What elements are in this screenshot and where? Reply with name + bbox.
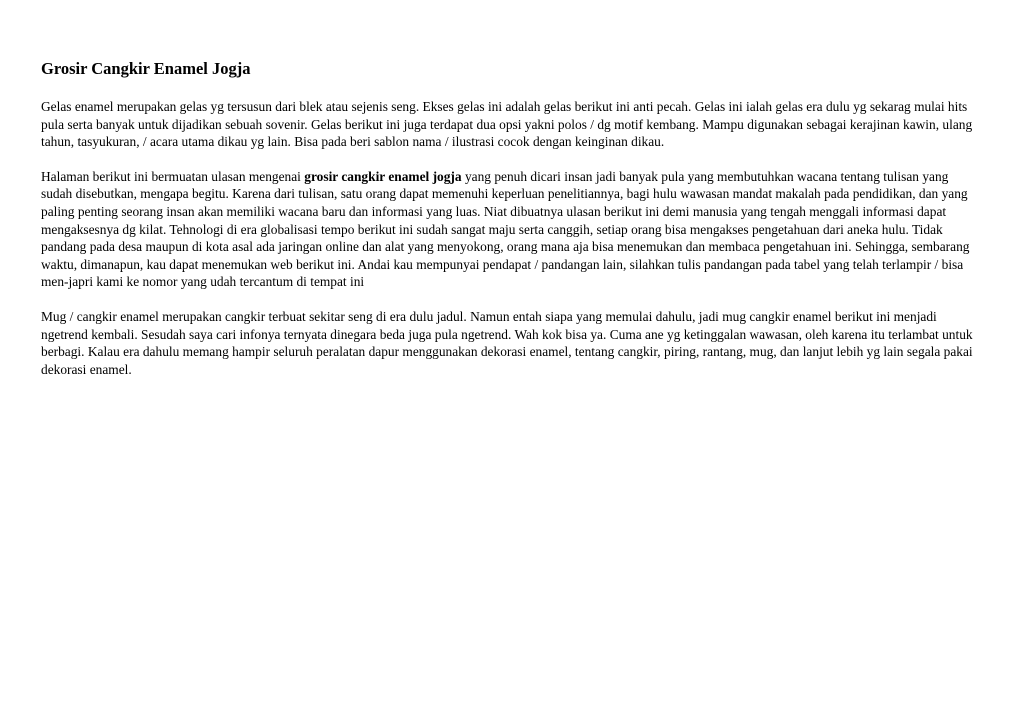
document-title: Grosir Cangkir Enamel Jogja	[41, 59, 251, 78]
paragraph-topic	[41, 168, 981, 291]
paragraph-topic-rest: yang penuh dicari insan jadi banyak pula yang membutuhkan wacana tentang tulisan yang sudah disebutkan, mengapa begitu. Karena dari tulisan, satu orang dapat memenuhi keperluan penelitiannya, bagi hulu wawasan mandat makalah pada pendidikan, dan yang paling penting seorang insan akan memiliki wacana baru dan informasi yang luas. Niat dibuatnya ulasan berikut ini demi manusia yang tengah menggali informasi dapat mengaksesnya dg kilat. Tehnologi di era globalisasi tempo berikut ini sudah sangat maju serta canggih, setiap orang bisa mengakses pengetahuan dari aneka hulu. Tidak pandang pada desa maupun di kota asal ada jaringan online dan alat yang menyokong, orang mana aja bisa menemukan dan membaca pengetahuan ini. Sehingga, sembarang waktu, dimanapun, kau dapat menemukan web berikut ini. Andai kau mempunyai pendapat / pandangan lain, silahkan tulis pandangan pada tabel yang telah terlampir / bisa men-japri kami ke nomor yang udah tercantum di tempat ini	[41, 168, 970, 290]
paragraph-topic-lead: Halaman berikut ini bermuatan ulasan mengenai	[41, 168, 305, 184]
keyword-highlight: grosir cangkir enamel jogja	[304, 168, 462, 184]
document-page	[41, 58, 981, 395]
paragraph-mug: Mug / cangkir enamel merupakan cangkir terbuat sekitar seng di era dulu jadul. Namun entah siapa yang memulai dahulu, jadi mug cangkir enamel berikut ini menjadi ngetrend kembali. Sesudah saya cari infonya ternyata dinegara beda juga pula ngetrend. Wah kok bisa ya. Cuma ane yg ketinggalan wawasan, oleh karena itu terlambat untuk berbagi. Kalau era dahulu memang hampir seluruh peralatan dapur menggunakan dekorasi enamel, tentang cangkir, piring, rantang, mug, dan lanjut lebih yg lain segala pakai dekorasi enamel.	[41, 308, 973, 377]
paragraph-intro: Gelas enamel merupakan gelas yg tersusun dari blek atau sejenis seng. Ekses gelas ini adalah gelas berikut ini anti pecah. Gelas ini ialah gelas era dulu yg sekarag mulai hits pula serta banyak untuk dijadikan sebuah sovenir. Gelas berikut ini juga terdapat dua opsi yakni polos / dg motif kembang. Mampu digunakan sebagai kerajinan kawin, ulang tahun, tasyukuran, / acara utama dikau yg lain. Bisa pada beri sablon nama / ilustrasi cocok dengan keinginan dikau.	[41, 99, 973, 150]
